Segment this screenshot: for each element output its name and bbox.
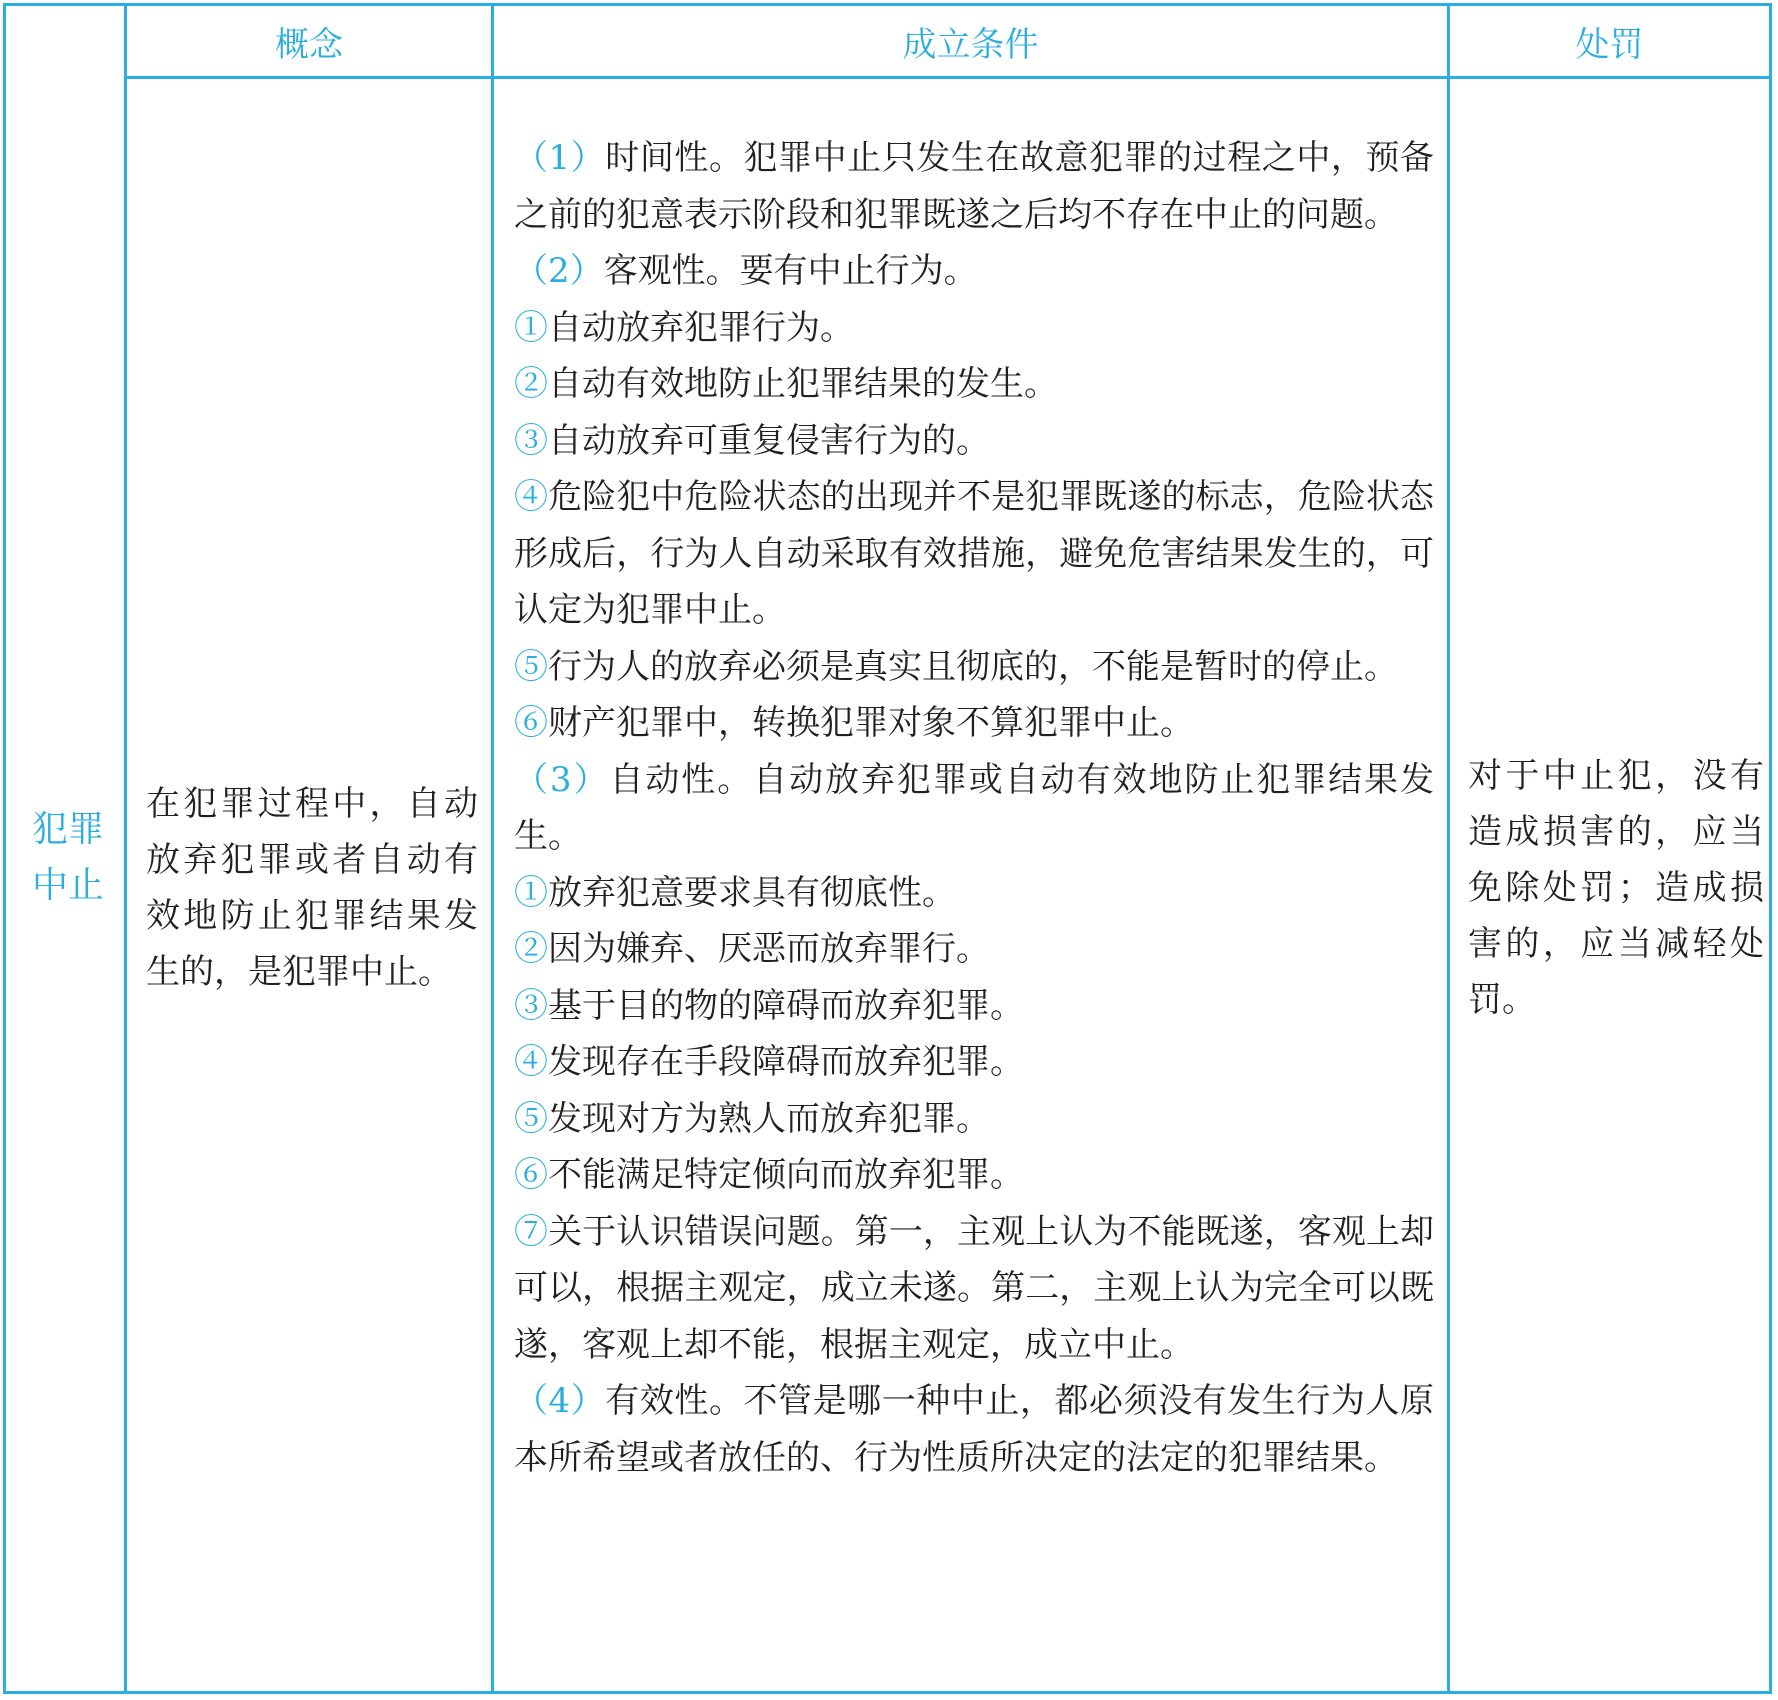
condition-text: 自动有效地防止犯罪结果的发生。: [548, 364, 1058, 404]
condition-marker: （4）: [514, 1381, 606, 1421]
conditions-cell: [514, 130, 1434, 1486]
condition-item: [514, 413, 1434, 470]
condition-text: 自动放弃犯罪行为。: [548, 307, 854, 348]
condition-marker: ①: [514, 307, 548, 348]
penalty-cell: 对于中止犯，没有造成损害的，应当免除处罚；造成损害的，应当减轻处罚。: [1468, 756, 1764, 1020]
header-divider: [124, 76, 1769, 79]
condition-marker: ②: [514, 929, 548, 969]
condition-text: 自动放弃可重复侵害行为的。: [548, 420, 990, 461]
table-frame: [3, 3, 1772, 1694]
condition-text: 自动性。自动放弃犯罪或自动有效地防止犯罪结果发生。: [514, 759, 1434, 856]
condition-text: 基于目的物的障碍而放弃犯罪。: [548, 985, 1024, 1026]
condition-item: [514, 1091, 1434, 1148]
condition-item: [514, 1034, 1434, 1091]
concept-cell: 在犯罪过程中，自动放弃犯罪或者自动有效地防止犯罪结果发生的，是犯罪中止。: [146, 784, 478, 992]
condition-marker: ⑥: [514, 1155, 548, 1195]
condition-item: [514, 356, 1434, 413]
row-label: 犯罪中止: [31, 809, 104, 906]
condition-marker: （1）: [514, 138, 606, 178]
condition-item: [514, 921, 1434, 978]
condition-marker: ④: [514, 477, 549, 517]
condition-marker: ⑤: [514, 1098, 548, 1139]
condition-item: [514, 130, 1434, 243]
condition-text: 行为人的放弃必须是真实且彻底的，不能是暂时的停止。: [548, 646, 1398, 687]
header-concept: 概念: [275, 25, 343, 65]
condition-item: [514, 469, 1434, 639]
condition-item: [514, 978, 1434, 1035]
header-conditions: 成立条件: [902, 25, 1039, 65]
column-divider: [491, 6, 494, 1691]
condition-marker: ①: [514, 872, 548, 913]
condition-marker: （3）: [514, 759, 610, 800]
condition-text: 发现存在手段障碍而放弃犯罪。: [548, 1042, 1024, 1082]
condition-item: [514, 1373, 1434, 1486]
condition-marker: ③: [514, 420, 548, 461]
condition-item: [514, 243, 1434, 300]
condition-marker: ③: [514, 985, 548, 1026]
condition-text: 时间性。犯罪中止只发生在故意犯罪的过程之中，预备之前的犯意表示阶段和犯罪既遂之后均不存在中止的问题。: [514, 138, 1434, 235]
condition-text: 危险犯中危险状态的出现并不是犯罪既遂的标志，危险状态形成后，行为人自动采取有效措施，避免危害结果发生的，可认定为犯罪中止。: [514, 477, 1434, 630]
condition-marker: ②: [514, 364, 548, 404]
condition-text: 发现对方为熟人而放弃犯罪。: [548, 1098, 990, 1139]
condition-text: 财产犯罪中，转换犯罪对象不算犯罪中止。: [548, 703, 1194, 743]
condition-text: 客观性。要有中止行为。: [603, 251, 978, 291]
header-penalty: 处罚: [1575, 25, 1644, 65]
condition-item: [514, 1147, 1434, 1204]
condition-item: [514, 300, 1434, 357]
column-divider: [124, 6, 127, 1691]
condition-item: [514, 695, 1434, 752]
condition-item: [514, 1204, 1434, 1374]
condition-text: 有效性。不管是哪一种中止，都必须没有发生行为人原本所希望或者放任的、行为性质所决定的法定的犯罪结果。: [514, 1381, 1434, 1478]
condition-marker: ⑥: [514, 703, 548, 743]
condition-marker: ⑤: [514, 646, 548, 687]
column-divider: [1447, 6, 1450, 1691]
condition-text: 因为嫌弃、厌恶而放弃罪行。: [548, 929, 990, 969]
condition-item: [514, 752, 1434, 865]
condition-marker: （2）: [514, 251, 604, 291]
condition-item: [514, 639, 1434, 696]
condition-text: 不能满足特定倾向而放弃犯罪。: [548, 1155, 1024, 1195]
condition-marker: ⑦: [514, 1211, 549, 1252]
condition-marker: ④: [514, 1042, 548, 1082]
condition-item: [514, 865, 1434, 922]
condition-text: 关于认识错误问题。第一，主观上认为不能既遂，客观上却可以，根据主观定，成立未遂。第二，主观上认为完全可以既遂，客观上却不能，根据主观定，成立中止。: [514, 1211, 1434, 1365]
condition-text: 放弃犯意要求具有彻底性。: [548, 872, 956, 913]
